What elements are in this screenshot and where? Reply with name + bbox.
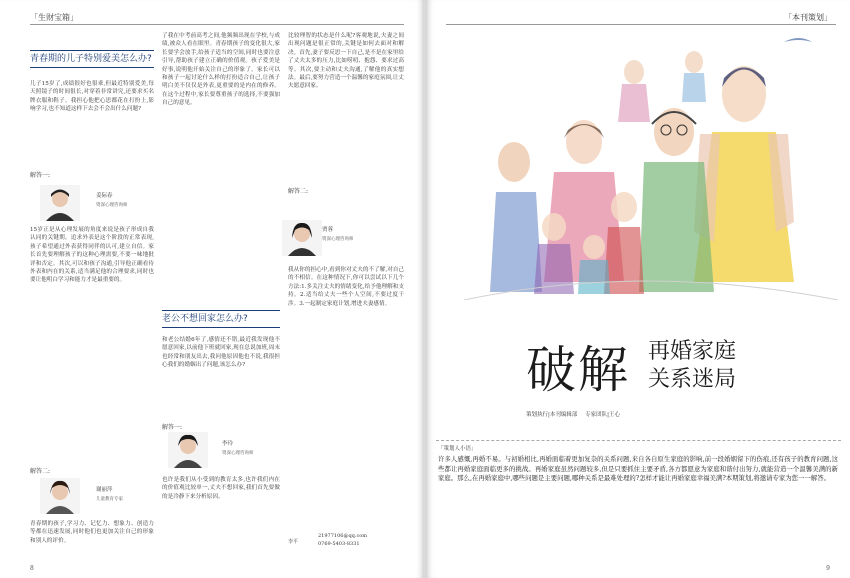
right-header: 「本刊策划」 — [784, 13, 832, 22]
watercolor-family-illustration — [444, 32, 838, 300]
contact-info — [318, 532, 367, 548]
intro-text: 许多人感慨,再婚不易。与初婚相比,再婚面临着更加复杂的关系问题,来自各自原生家庭的影响,前一段婚姻留下的伤痕,还有孩子的教育问题,这些都让再婚家庭面临更多的挑战。再婚家庭虽然问题较多,但是只要抓住主要矛盾,各方都愿意为家庭和谐付出努力,就能营造一个温馨美满的新家庭。那么,在再婚家庭中,哪些问题是主要问题,哪种关系是最难处理的?怎样才能让再婚家庭幸福美满?本期策划,将邀请专家为您一一解答。 — [438, 455, 838, 483]
left-page-number: 8 — [30, 565, 34, 572]
subscription-info — [288, 538, 298, 546]
feature-subtitle — [648, 338, 736, 394]
answer-text-3: 也许是我们从小受到的教育太多,也许我们内在的价值观比较单一,丈夫不想回家,我们首先要做的是冷静下来分析原因。 — [162, 477, 280, 500]
left-header: 「生财宝箱」 — [30, 13, 78, 22]
answer-text-1: 15岁正是从心理发展的角度来说是孩子形成自我认同的关键期。追求外表是这个阶段的正常表现,孩子希望通过外表获得同伴的认可,建立自信。家长首先要理解孩子的这种心理需要,不要一味地批评和否定。其次,可以和孩子沟通,引导他正确看待外表和内在的关系,适当满足他的合理要求,同时也要让他明白学习和能力才是最重要的。 — [30, 227, 154, 284]
feature-subtitle-line-1: 再婚家庭 — [648, 339, 737, 364]
answer-label-2: 解答二: — [30, 468, 51, 475]
expert-name-2: 谢丽萍 — [96, 487, 113, 493]
expert-avatar-3 — [168, 432, 208, 468]
expert-title-3: 资深心理咨询师 — [222, 451, 254, 456]
left-header-rule — [30, 24, 404, 25]
contact-email: 21977106@qq.com — [318, 533, 367, 539]
expert-name-3: 李玲 — [222, 441, 234, 447]
question-title-2: 老公不想回家怎么办? — [162, 310, 280, 328]
feature-title: 破解 — [526, 341, 630, 399]
answer-label-3: 解答一: — [162, 424, 183, 431]
intro-label: 「策划人小语」 — [438, 446, 477, 452]
left-page — [0, 0, 424, 578]
expert-avatar-1 — [40, 185, 80, 221]
feature-subtitle-line-2: 关系迷局 — [648, 367, 737, 392]
expert-name-1: 姜际春 — [96, 193, 113, 199]
expert-title-1: 资深心理咨询师 — [96, 203, 128, 208]
credit-editor: 策划执行|本刊编辑部 — [526, 412, 578, 418]
answer-text-2: 青春期的孩子,学习力、记忆力、想象力、创造力等都在迅速发展,同时他们也更加关注自己的形象和别人的评价。 — [30, 521, 154, 544]
right-page-number: 9 — [826, 565, 830, 572]
expert-title-2: 儿童教育专家 — [96, 497, 123, 502]
col2-text-top: 了我在中考前高考之间,他频频出现在学校,与成绩,被众人看在眼里。青春期孩子的变化很大,家长要学会放手,给孩子适当的空间,同时也要注意引导,帮助孩子建立正确的价值观。孩子爱美是好事,说明他开始关注自己的形象了。家长可以和孩子一起讨论什么样的打扮适合自己,让孩子明白美不仅仅是外表,更重要的是内在的修养。在这个过程中,家长要尊重孩子的选择,不要强加自己的意见。 — [162, 33, 280, 107]
answer-label-4: 解答二: — [288, 188, 309, 195]
question-text-2: 和老公结婚6年了,感情还不错,最近我发现他不愿意回家,以前他下班就回家,现在总说加班,周末也经常和朋友出去,我问他原因他也不说,我很担心我们的婚姻出了问题,该怎么办? — [162, 337, 280, 369]
sub-label: 李平 — [288, 539, 299, 545]
right-page — [426, 0, 850, 578]
expert-name-4: 贾蓉 — [322, 227, 334, 233]
question-text-1: 儿子15岁了,成绩很好也很乖,但最近特别爱美,每天照镜子的时间很长,对穿着非常讲究,还要求买名牌衣服和鞋子。我担心他把心思都花在打扮上,影响学习,也不知道这样下去会不会出什么问题? — [30, 81, 154, 113]
contact-phone: 0769-5403-8331 — [318, 541, 360, 547]
expert-title-4: 资深心理咨询师 — [322, 237, 354, 242]
feature-credits — [526, 410, 626, 418]
expert-avatar-2 — [40, 478, 80, 514]
question-title-1: 青春期的儿子特别爱美怎么办? — [30, 50, 154, 68]
credit-expert: 专家团队|王心 — [585, 412, 620, 418]
answer-label-1: 解答一: — [30, 172, 51, 179]
expert-avatar-4 — [282, 220, 322, 256]
col3-text-top: 比较理智的状态是什么呢?客观地说,夫妻之间出现问题是很正常的,关键是如何去面对和解决。首先,妻子要反思一下自己,是不是在家里给了丈夫太多的压力,比如唠叨、抱怨、要求过高等。其次,要主动和丈夫沟通,了解他的真实想法。最后,要努力营造一个温馨的家庭氛围,让丈夫愿意回家。 — [288, 33, 404, 90]
right-header-rule — [446, 24, 836, 25]
answer-text-4: 我从你的担心中,看到你对丈夫的不了解,对自己的不相信。在这种情况下,你可以尝试以下几个方法:1.多关注丈夫的情绪变化,给予他理解和支持。2.适当给丈夫一些个人空间,不要过度干涉。3.一起制定家庭计划,增进夫妻感情。 — [288, 267, 404, 307]
